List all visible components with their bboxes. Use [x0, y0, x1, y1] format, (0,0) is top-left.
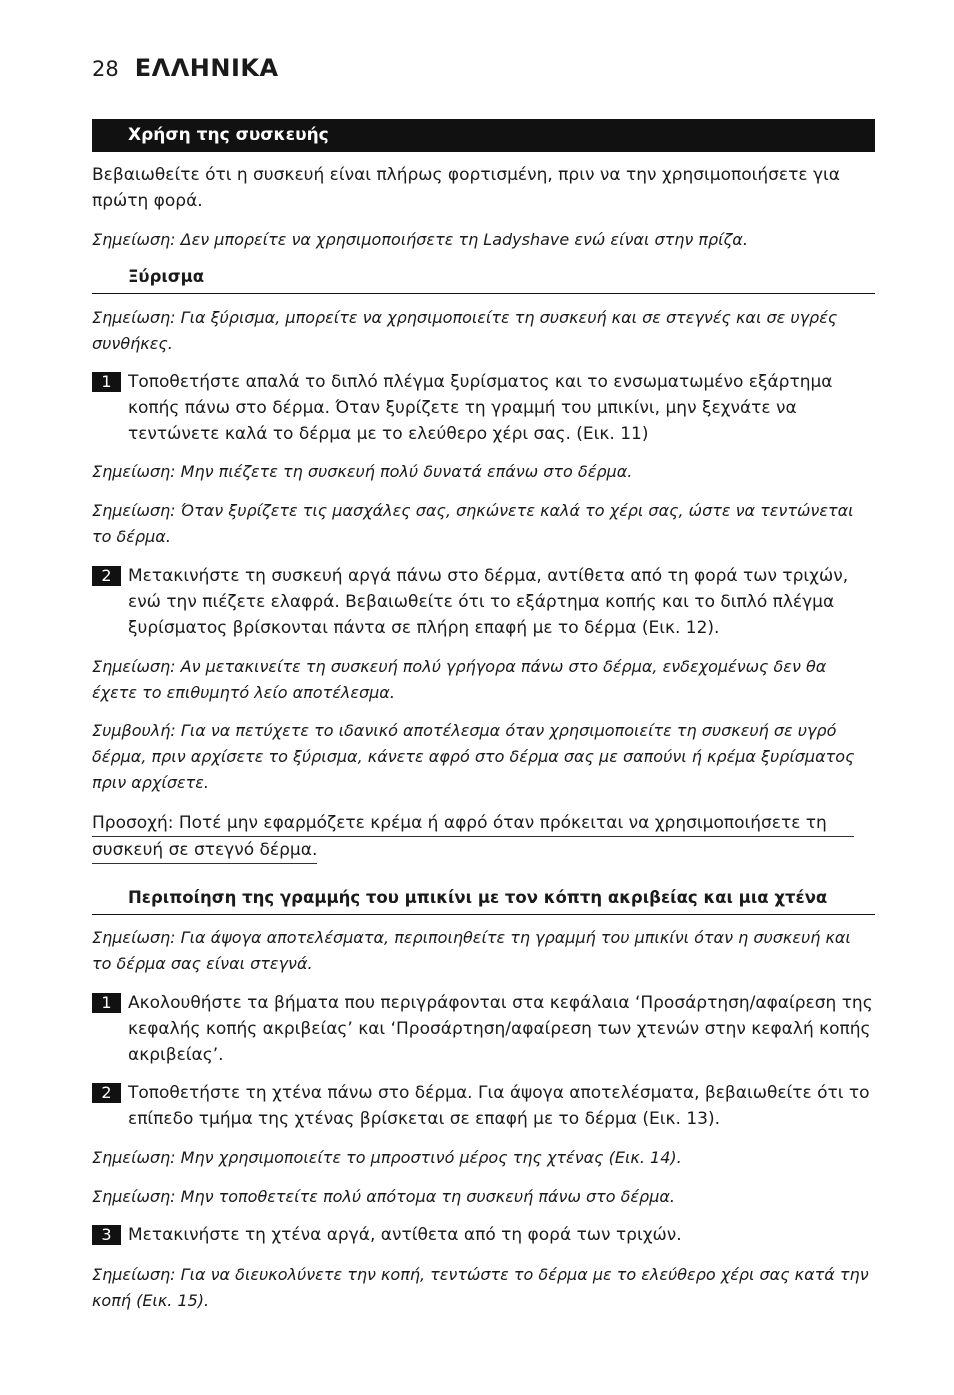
page-header [92, 54, 279, 82]
page-language-title: ΕΛΛΗΝΙΚΑ [134, 54, 279, 82]
section-title-bar: Χρήση της συσκευής [92, 119, 875, 152]
step-text: Μετακινήστε τη χτένα αργά, αντίθετα από τη φορά των τριχών. [128, 1225, 682, 1245]
intro-paragraph: Βεβαιωθείτε ότι η συσκευή είναι πλήρως φορτισμένη, πριν να την χρησιμοποιήσετε για πρώτη φορά. [92, 165, 840, 211]
note-conditions: Σημείωση: Για ξύρισμα, μπορείτε να χρησιμοποιείτε τη συσκευή και σε στεγνές και σε υγρές συνθήκες. [92, 308, 838, 353]
caution-line: Προσοχή: Ποτέ μην εφαρμόζετε κρέμα ή αφρό όταν πρόκειται να χρησιμοποιήσετε τη [92, 810, 854, 837]
note-dry: Σημείωση: Για άψογα αποτελέσματα, περιποιηθείτε τη γραμμή του μπικίνι όταν η συσκευή και το δέρμα σας είναι στεγνά. [92, 928, 851, 973]
caution-line: συσκευή σε στεγνό δέρμα. [92, 837, 317, 864]
step-number-badge: 1 [92, 372, 121, 392]
shaving-step-1 [92, 369, 875, 447]
bikini-step-3 [92, 1222, 875, 1248]
tip-wet-skin: Συμβουλή: Για να πετύχετε το ιδανικό αποτέλεσμα όταν χρησιμοποιείτε τη συσκευή σε υγρό δέρμα, πριν αρχίσετε το ξύρισμα, κάνετε αφρό στο δέρμα σας με σαπούνι ή κρέμα ξυρίσματος πριν αρχίσετε. [92, 721, 855, 792]
caution-dry-skin [92, 810, 860, 864]
step-number-badge: 2 [92, 566, 121, 586]
step-text: Τοποθετήστε απαλά το διπλό πλέγμα ξυρίσματος και το ενσωματωμένο εξάρτημα κοπής πάνω στο δέρμα. Όταν ξυρίζετε τη γραμμή του μπικίνι, μην ξεχνάτε να τεντώνετε καλά το δέρμα με το ελεύθερο χέρι σας. (Εικ. 11) [128, 372, 833, 444]
subheading-bikini-trim: Περιποίηση της γραμμής του μπικίνι με τον κόπτη ακριβείας και μια χτένα [92, 886, 875, 915]
note-fast: Σημείωση: Αν μετακινείτε τη συσκευή πολύ γρήγορα πάνω στο δέρμα, ενδεχομένως δεν θα έχετε το επιθυμητό λείο αποτέλεσμα. [92, 657, 827, 702]
step-number-badge: 2 [92, 1083, 121, 1103]
step-text: Τοποθετήστε τη χτένα πάνω στο δέρμα. Για άψογα αποτελέσματα, βεβαιωθείτε ότι το επίπεδο τμήμα της χτένας βρίσκεται σε επαφή με το δέρμα (Εικ. 13). [128, 1083, 870, 1129]
step-text: Ακολουθήστε τα βήματα που περιγράφονται στα κεφάλαια ‘Προσάρτηση/αφαίρεση της κεφαλής κοπής ακριβείας’ και ‘Προσάρτηση/αφαίρεση των χτενών στην κεφαλή κοπής ακριβείας’. [128, 993, 873, 1065]
note-front-comb: Σημείωση: Μην χρησιμοποιείτε το μπροστινό μέρος της χτένας (Εικ. 14). [92, 1148, 682, 1167]
step-number-badge: 3 [92, 1225, 121, 1245]
page-number: 28 [92, 57, 119, 81]
shaving-step-2 [92, 563, 875, 641]
note-stretch: Σημείωση: Για να διευκολύνετε την κοπή, τεντώστε το δέρμα με το ελεύθερο χέρι σας κατά την κοπή (Εικ. 15). [92, 1265, 869, 1310]
subheading-shaving: Ξύρισμα [92, 265, 875, 294]
note-press: Σημείωση: Μην πιέζετε τη συσκευή πολύ δυνατά επάνω στο δέρμα. [92, 462, 633, 481]
bikini-step-1 [92, 990, 875, 1068]
note-socket: Σημείωση: Δεν μπορείτε να χρησιμοποιήσετε τη Ladyshave ενώ είναι στην πρίζα. [92, 230, 748, 249]
note-armpits: Σημείωση: Όταν ξυρίζετε τις μασχάλες σας, σηκώνετε καλά το χέρι σας, ώστε να τεντώνεται το δέρμα. [92, 501, 854, 546]
step-text: Μετακινήστε τη συσκευή αργά πάνω στο δέρμα, αντίθετα από τη φορά των τριχών, ενώ την πιέζετε ελαφρά. Βεβαιωθείτε ότι το εξάρτημα κοπής και το διπλό πλέγμα ξυρίσματος βρίσκονται πάντα σε πλήρη επαφή με το δέρμα (Εικ. 12). [128, 566, 849, 638]
bikini-step-2 [92, 1080, 875, 1132]
note-abrupt: Σημείωση: Μην τοποθετείτε πολύ απότομα τη συσκευή πάνω στο δέρμα. [92, 1187, 676, 1206]
step-number-badge: 1 [92, 993, 121, 1013]
